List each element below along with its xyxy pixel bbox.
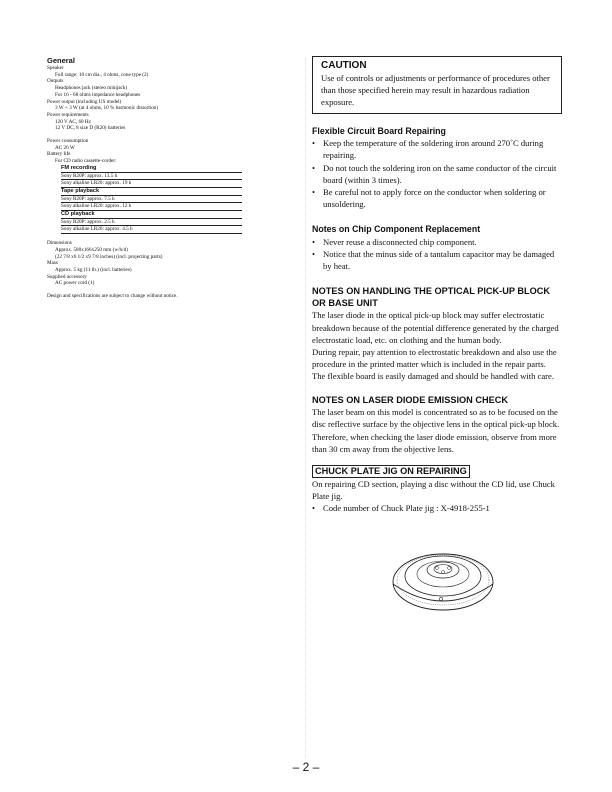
caution-title: CAUTION <box>321 60 367 71</box>
optical-heading: NOTES ON HANDLING THE OPTICAL PICK-UP BLOCK OR BASE UNIT <box>312 286 551 308</box>
caution-text: Use of controls or adjustments or performance of procedures other than those specified herein may result in hazardous radiation exposure. <box>321 73 550 108</box>
cd-row-2: Sony alkaline LR20: approx. 4.5 h <box>61 226 242 234</box>
mass-value: Approx. 5 kg (11 lb.) (incl. batteries) <box>55 266 132 273</box>
dimensions-label: Dimensions <box>47 240 72 247</box>
jig-bullet: • Code number of Chuck Plate jig : X-4918-255-1 <box>312 503 490 514</box>
chip-heading: Notes on Chip Component Replacement <box>312 224 481 235</box>
power-requirements-label: Power requirements <box>47 111 89 118</box>
power-consumption-value: AC 26 W <box>55 144 75 151</box>
page-number: – 2 – <box>292 760 320 774</box>
mass-label: Mass <box>47 260 58 267</box>
outputs-value-1: Headphones jack (stereo minijack) <box>55 85 128 92</box>
flex-bullet-3: • Be careful not to apply force on the conductor when soldering or unsoldering. <box>312 186 546 210</box>
jig-paragraph: On repairing CD section, playing a disc without the CD lid, use Chuck Plate jig. <box>312 478 555 502</box>
tape-row-2: Sony alkaline LR20: approx. 12 h <box>61 203 242 211</box>
notes-column <box>312 56 562 515</box>
dimensions-value-1: Approx. 580x166x250 mm (w/h/d) <box>55 246 128 253</box>
caution-box <box>312 56 562 114</box>
power-requirements-value-2: 12 V DC, 8 size D (R20) batteries <box>55 125 126 132</box>
jig-heading: CHUCK PLATE JIG ON REPAIRING <box>312 465 470 478</box>
tape-row-1: Sony R20P: approx. 7.5 h <box>61 196 242 204</box>
chuck-plate-jig-illustration <box>385 540 505 620</box>
battery-life-label: Battery life <box>47 151 71 158</box>
accessory-value: AC power cord (1) <box>55 280 95 287</box>
chip-bullet-1: • Never reuse a disconnected chip component. <box>312 236 477 247</box>
laser-paragraph: The laser beam on this model is concentrated so as to be focused on the disc reflective surface by the objective lens in the optical pick-up block. Therefore, when checking the laser diode emission, observe from more than 30 cm away from the objective lens. <box>312 407 560 454</box>
optical-paragraph-3: The flexible board is easily damaged and should be handled with care. <box>312 371 554 382</box>
tape-playback-heading: Tape playback <box>61 188 242 196</box>
fm-row-1: Sony R20P: approx. 13.5 h <box>61 173 242 181</box>
general-heading: General <box>47 56 75 65</box>
power-consumption-label: Power consumption <box>47 138 89 145</box>
optical-paragraph-2: During repair, pay attention to electrostatic breakdown and also use the procedure in the printed matter which is included in the repair parts. <box>312 347 557 370</box>
optical-paragraph-1: The laser diode in the optical pick-up block may suffer electrostatic breakdown because of the potential difference generated by the charged electrostatic load, etc. on clothing and the human body. <box>312 310 559 345</box>
dimensions-value-2: (22 7/8 x6 1/2 x9 7/8 inches) (incl. projecting parts) <box>55 253 163 260</box>
fm-row-2: Sony alkaline LR20: approx. 19 h <box>61 180 242 188</box>
power-output-label: Power output (including US model) <box>47 98 122 105</box>
speaker-label: Speaker <box>47 65 64 71</box>
column-divider <box>305 58 306 758</box>
flex-heading: Flexible Circuit Board Repairing <box>312 125 446 136</box>
outputs-label: Outputs <box>47 78 64 85</box>
power-output-value: 3 W + 3 W (at 4 ohms, 10 % harmonic distortion) <box>55 105 159 112</box>
flex-bullet-1: • Keep the temperature of the soldering iron around 270˚C during repairing. <box>312 138 544 161</box>
flex-bullet-2: • Do not touch the soldering iron on the same conductor of the circuit board (within 3 times). <box>312 162 557 185</box>
design-note: Design and specifications are subject to change without notice. <box>47 293 178 300</box>
power-requirements-value-1: 120 V AC, 60 Hz <box>55 118 91 125</box>
cd-row-1: Sony R20P: approx. 2.5 h <box>61 219 242 227</box>
chip-bullet-2: • Notice that the minus side of a tantalum capacitor may be damaged by heat. <box>312 249 555 272</box>
speaker-value: Full range: 10 cm dia., 4 ohms, cone type (2) <box>55 71 149 78</box>
outputs-value-2: For 16 - 68 ohms impedance headphones <box>55 91 141 98</box>
battery-intro: For CD radio cassette-corder: <box>55 158 117 165</box>
fm-recording-heading: FM recording <box>61 165 242 173</box>
cd-playback-heading: CD playback <box>61 211 242 219</box>
specifications-column <box>47 56 247 300</box>
accessory-label: Supplied accessory <box>47 273 87 280</box>
laser-heading: NOTES ON LASER DIODE EMISSION CHECK <box>312 394 509 405</box>
